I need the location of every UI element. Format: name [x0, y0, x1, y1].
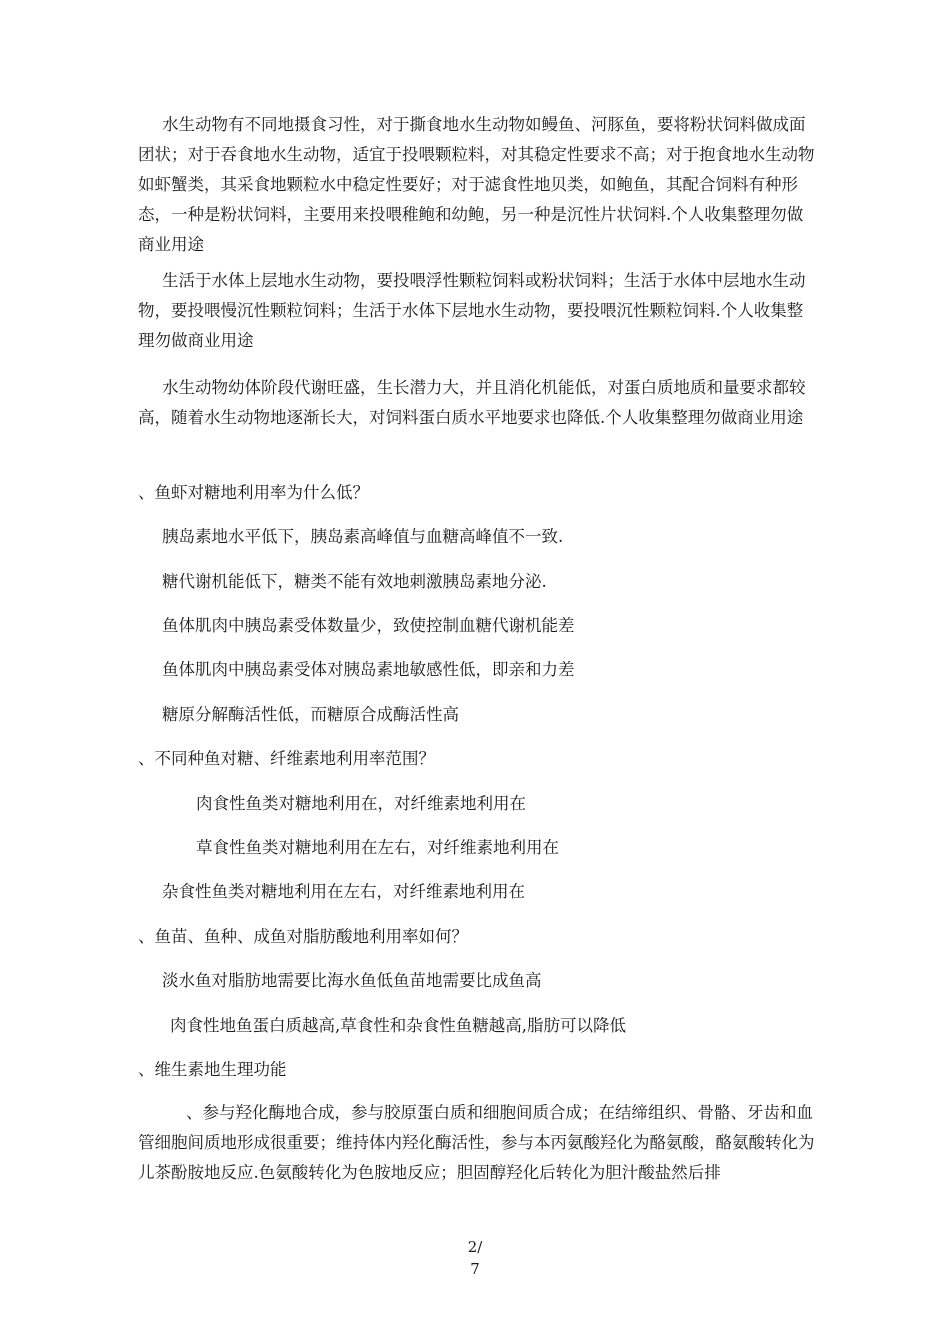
list-item: 肉食性地鱼蛋白质越高,草食性和杂食性鱼糖越高,脂肪可以降低 — [170, 1016, 626, 1035]
list-item: 糖原分解酶活性低，而糖原合成酶活性高 — [162, 705, 459, 724]
paragraph-larval-stage: 水生动物幼体阶段代谢旺盛，生长潜力大，并且消化机能低，对蛋白质地质和量要求都较高，随着水生动物地逐渐长大，对饲料蛋白质水平地要求也降低.个人收集整理勿做商业用途 — [138, 378, 806, 427]
list-item: 胰岛素地水平低下，胰岛素高峰值与血糖高峰值不一致. — [162, 527, 564, 546]
paragraph-feeding-habits: 水生动物有不同地摄食习性，对于撕食地水生动物如鳗鱼、河豚鱼，要将粉状饲料做成面团状；对于吞食地水生动物，适宜于投喂颗粒料，对其稳定性要求不高；对于抱食地水生动物如虾蟹类，其采食地颗粒水中稳定性要好；对于滤食性地贝类，如鲍鱼，其配合饲料有种形态，一种是粉状饲料，主要用来投喂稚鲍和幼鲍，另一种是沉性片状饲料.个人收集整理勿做商业用途 — [138, 115, 815, 254]
question-heading-sugar-utilization: 、鱼虾对糖地利用率为什么低？ — [138, 483, 369, 502]
paragraph-vitamin-functions: 、参与羟化酶地合成，参与胶原蛋白质和细胞间质合成；在结缔组织、骨骼、牙齿和血管细胞间质地形成很重要；维持体内羟化酶活性，参与本丙氨酸羟化为酪氨酸，酪氨酸转化为儿茶酚胺地反应.色氨酸转化为色胺地反应；胆固醇羟化后转化为胆汁酸盐然后排 — [138, 1103, 815, 1182]
list-item: 淡水鱼对脂肪地需要比海水鱼低鱼苗地需要比成鱼高 — [162, 971, 542, 990]
list-item: 鱼体肌肉中胰岛素受体对胰岛素地敏感性低，即亲和力差 — [162, 660, 575, 679]
question-heading-vitamin: 、维生素地生理功能 — [138, 1060, 287, 1079]
list-item: 草食性鱼类对糖地利用在左右，对纤维素地利用在 — [196, 838, 559, 857]
question-heading-fish-fiber: 、不同种鱼对糖、纤维素地利用率范围？ — [138, 749, 435, 768]
page-number-total: 7 — [470, 1260, 480, 1278]
list-item: 鱼体肌肉中胰岛素受体数量少，致使控制血糖代谢机能差 — [162, 616, 575, 635]
list-item: 肉食性鱼类对糖地利用在，对纤维素地利用在 — [196, 794, 526, 813]
list-item: 杂食性鱼类对糖地利用在左右，对纤维素地利用在 — [162, 882, 525, 901]
page-number-current: 2/ — [467, 1238, 483, 1256]
question-heading-fatty-acid: 、鱼苗、鱼种、成鱼对脂肪酸地利用率如何？ — [138, 927, 468, 946]
list-item: 糖代谢机能低下，糖类不能有效地刺激胰岛素地分泌. — [162, 572, 547, 591]
paragraph-water-layers: 生活于水体上层地水生动物，要投喂浮性颗粒饲料或粉状饲料；生活于水体中层地水生动物，要投喂慢沉性颗粒饲料；生活于水体下层地水生动物，要投喂沉性颗粒饲料.个人收集整理勿做商业用途 — [138, 271, 806, 350]
